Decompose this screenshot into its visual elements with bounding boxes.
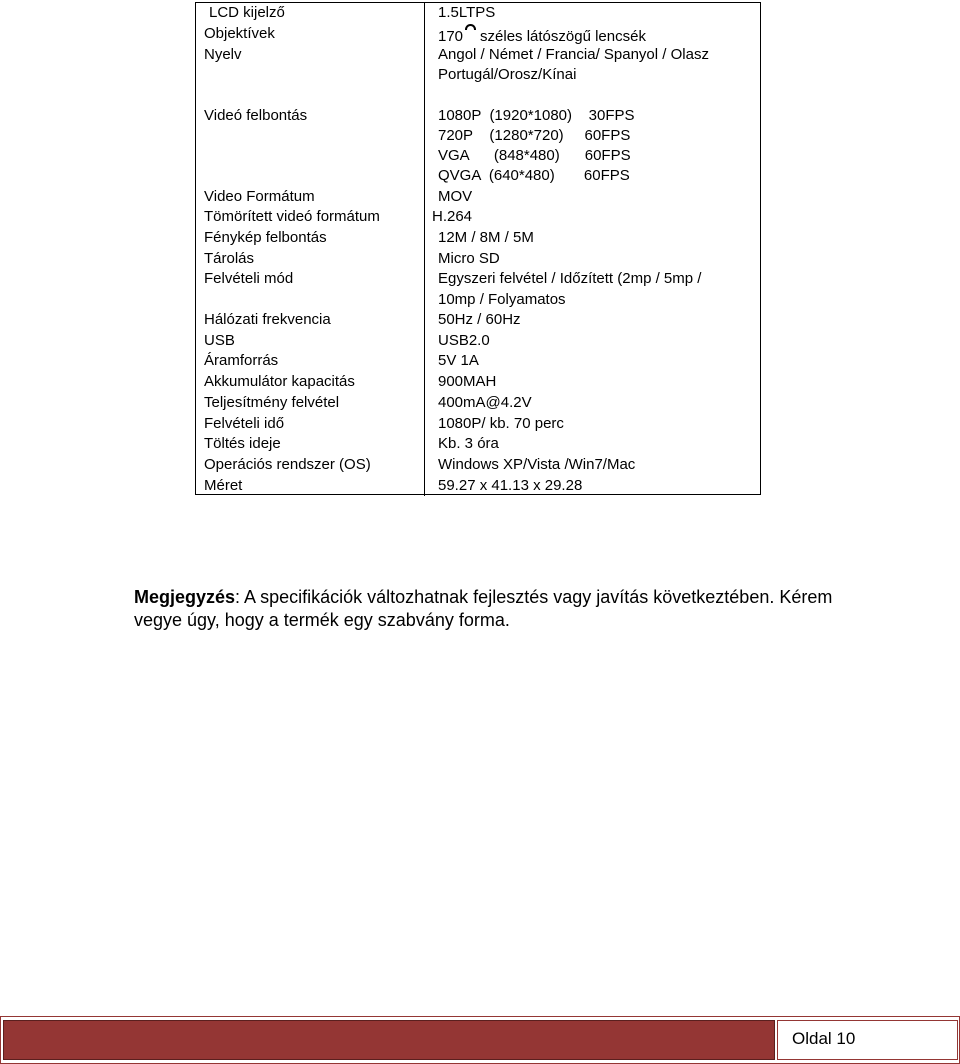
spec-value-recording-mode-cont: 10mp / Folyamatos (438, 291, 566, 308)
spec-value-os: Windows XP/Vista /Win7/Mac (438, 456, 636, 473)
spec-label-storage: Tárolás (204, 250, 255, 267)
table-divider (424, 3, 425, 496)
spec-label-usb: USB (204, 332, 235, 349)
spec-value-lens (438, 24, 646, 47)
spec-label-power-draw: Teljesítmény felvétel (204, 394, 340, 411)
spec-value-size: 59.27 x 41.13 x 29.28 (438, 477, 583, 494)
spec-label-lcd: LCD kijelző (209, 4, 285, 21)
disclaimer-note (134, 586, 854, 632)
spec-value-charging-time: Kb. 3 óra (438, 435, 499, 452)
spec-value-lcd: 1.5LTPS (438, 4, 496, 21)
spec-value-video-format: MOV (438, 188, 473, 205)
spec-label-network-frequency: Hálózati frekvencia (204, 311, 331, 328)
spec-value-language-cont: Portugál/Orosz/Kínai (438, 66, 577, 83)
spec-label-language: Nyelv (204, 46, 242, 63)
spec-label-charging-time: Töltés ideje (204, 435, 281, 452)
spec-label-os: Operációs rendszer (OS) (204, 456, 371, 473)
spec-label-size: Méret (204, 477, 243, 494)
spec-value-usb: USB2.0 (438, 332, 490, 349)
lens-description: széles látószögű lencsék (480, 28, 646, 45)
spec-label-battery: Akkumulátor kapacitás (204, 373, 355, 390)
spec-value-video-res-qvga: QVGA (640*480) 60FPS (438, 167, 630, 184)
spec-value-storage: Micro SD (438, 250, 500, 267)
spec-label-video-resolution: Videó felbontás (204, 107, 308, 124)
note-text: : A specifikációk változhatnak fejlesztés vagy javítás következtében. Kérem vegye úgy, hogy a termék egy szabvány forma. (134, 587, 833, 630)
footer-accent-bar (3, 1020, 775, 1060)
spec-value-recording-mode: Egyszeri felvétel / Időzített (2mp / 5mp / (438, 270, 702, 287)
spec-label-recording-time: Felvételi idő (204, 415, 285, 432)
spec-value-power-draw: 400mA@4.2V (438, 394, 532, 411)
spec-label-lens: Objektívek (204, 25, 275, 42)
lens-angle: 170 (438, 28, 464, 45)
spec-value-recording-time: 1080P/ kb. 70 perc (438, 415, 564, 432)
spec-value-video-res-vga: VGA (848*480) 60FPS (438, 147, 631, 164)
spec-value-battery: 900MAH (438, 373, 497, 390)
spec-value-photo-resolution: 12M / 8M / 5M (438, 229, 534, 246)
spec-value-network-frequency: 50Hz / 60Hz (438, 311, 521, 328)
spec-value-video-res-1080: 1080P (1920*1080) 30FPS (438, 107, 635, 124)
spec-label-compressed-format: Tömörített videó formátum (204, 208, 380, 225)
spec-value-video-res-720: 720P (1280*720) 60FPS (438, 127, 631, 144)
degree-icon (465, 24, 476, 30)
spec-label-video-format: Video Formátum (204, 188, 315, 205)
page-number: Oldal 10 (792, 1029, 856, 1048)
spec-label-power-source: Áramforrás (204, 352, 279, 369)
spec-value-language: Angol / Német / Francia/ Spanyol / Olasz (438, 46, 709, 63)
note-heading: Megjegyzés (134, 587, 236, 607)
spec-label-photo-resolution: Fénykép felbontás (204, 229, 327, 246)
spec-value-power-source: 5V 1A (438, 352, 479, 369)
spec-label-recording-mode: Felvételi mód (204, 270, 294, 287)
spec-value-compressed-format: H.264 (432, 208, 473, 225)
